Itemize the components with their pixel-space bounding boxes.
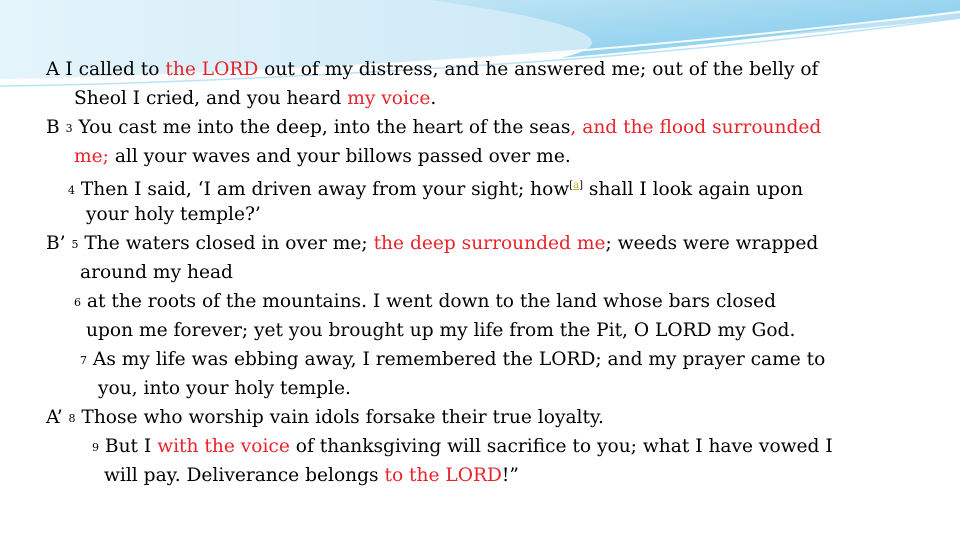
verse-number: 8 — [68, 412, 76, 425]
emphasis-text: the LORD — [165, 59, 259, 80]
text-line-8 — [80, 258, 233, 287]
text-run: B’ — [46, 233, 72, 254]
text-run: Sheol I cried, and you heard — [74, 88, 348, 109]
text-run: around my head — [80, 262, 233, 283]
footnote-bracket: [ — [569, 180, 574, 191]
emphasis-text: to the LORD — [384, 465, 502, 486]
text-run: A I called to — [46, 59, 166, 80]
text-line-5 — [68, 171, 803, 200]
text-run: . — [430, 88, 437, 109]
text-run: Those who worship vain idols forsake their true loyalty. — [75, 407, 604, 428]
text-line-1 — [46, 55, 818, 84]
text-run: But I — [99, 436, 158, 457]
emphasis-text: , and the flood surrounded — [570, 117, 822, 138]
text-run: upon me forever; yet you brought up my life from the Pit, O LORD my God. — [86, 320, 796, 341]
emphasis-text: my voice — [347, 88, 431, 109]
text-line-9 — [74, 287, 776, 316]
text-run: out of my distress, and he answered me; out of the belly of — [258, 59, 819, 80]
verse-number: 3 — [65, 122, 73, 135]
text-line-13 — [46, 403, 604, 432]
text-run: shall I look again upon — [583, 179, 804, 200]
verse-number: 7 — [80, 354, 87, 367]
text-run: your holy temple?’ — [86, 204, 261, 225]
text-run: at the roots of the mountains. I went down to the land whose bars closed — [81, 291, 776, 312]
text-run: You cast me into the deep, into the heart of the seas — [72, 117, 571, 138]
text-line-3 — [46, 113, 821, 142]
text-line-14 — [92, 432, 833, 461]
text-line-10 — [86, 316, 795, 345]
text-run: A’ — [46, 407, 69, 428]
text-run: As my life was ebbing away, I remembered the LORD; and my prayer came to — [87, 349, 826, 370]
text-run: Then I said, ‘I am driven away from your sight; how — [75, 179, 570, 200]
verse-number: 4 — [68, 184, 75, 197]
text-run: will pay. Deliverance belongs — [104, 465, 385, 486]
verse-number: 9 — [92, 441, 99, 454]
text-line-12 — [98, 374, 351, 403]
verse-number: 6 — [74, 296, 81, 309]
text-line-4 — [74, 142, 571, 171]
verse-number: 5 — [71, 238, 79, 251]
text-line-11 — [80, 345, 825, 374]
emphasis-text: me; — [74, 146, 109, 167]
text-line-7 — [46, 229, 818, 258]
text-line-2 — [74, 84, 436, 113]
text-line-15 — [104, 461, 519, 490]
footnote-link[interactable]: a — [573, 180, 580, 191]
text-run: !” — [501, 465, 519, 486]
emphasis-text: the deep surrounded me — [373, 233, 606, 254]
text-run: ; weeds were wrapped — [605, 233, 819, 254]
text-run: The waters closed in over me; — [78, 233, 374, 254]
emphasis-text: with the voice — [157, 436, 290, 457]
text-line-6 — [86, 200, 261, 229]
text-run: B — [46, 117, 66, 138]
text-run: all your waves and your billows passed over me. — [108, 146, 571, 167]
text-run: of thanksgiving will sacrifice to you; what I have vowed I — [289, 436, 833, 457]
footnote-bracket: ] — [579, 180, 584, 191]
text-run: you, into your holy temple. — [98, 378, 351, 399]
